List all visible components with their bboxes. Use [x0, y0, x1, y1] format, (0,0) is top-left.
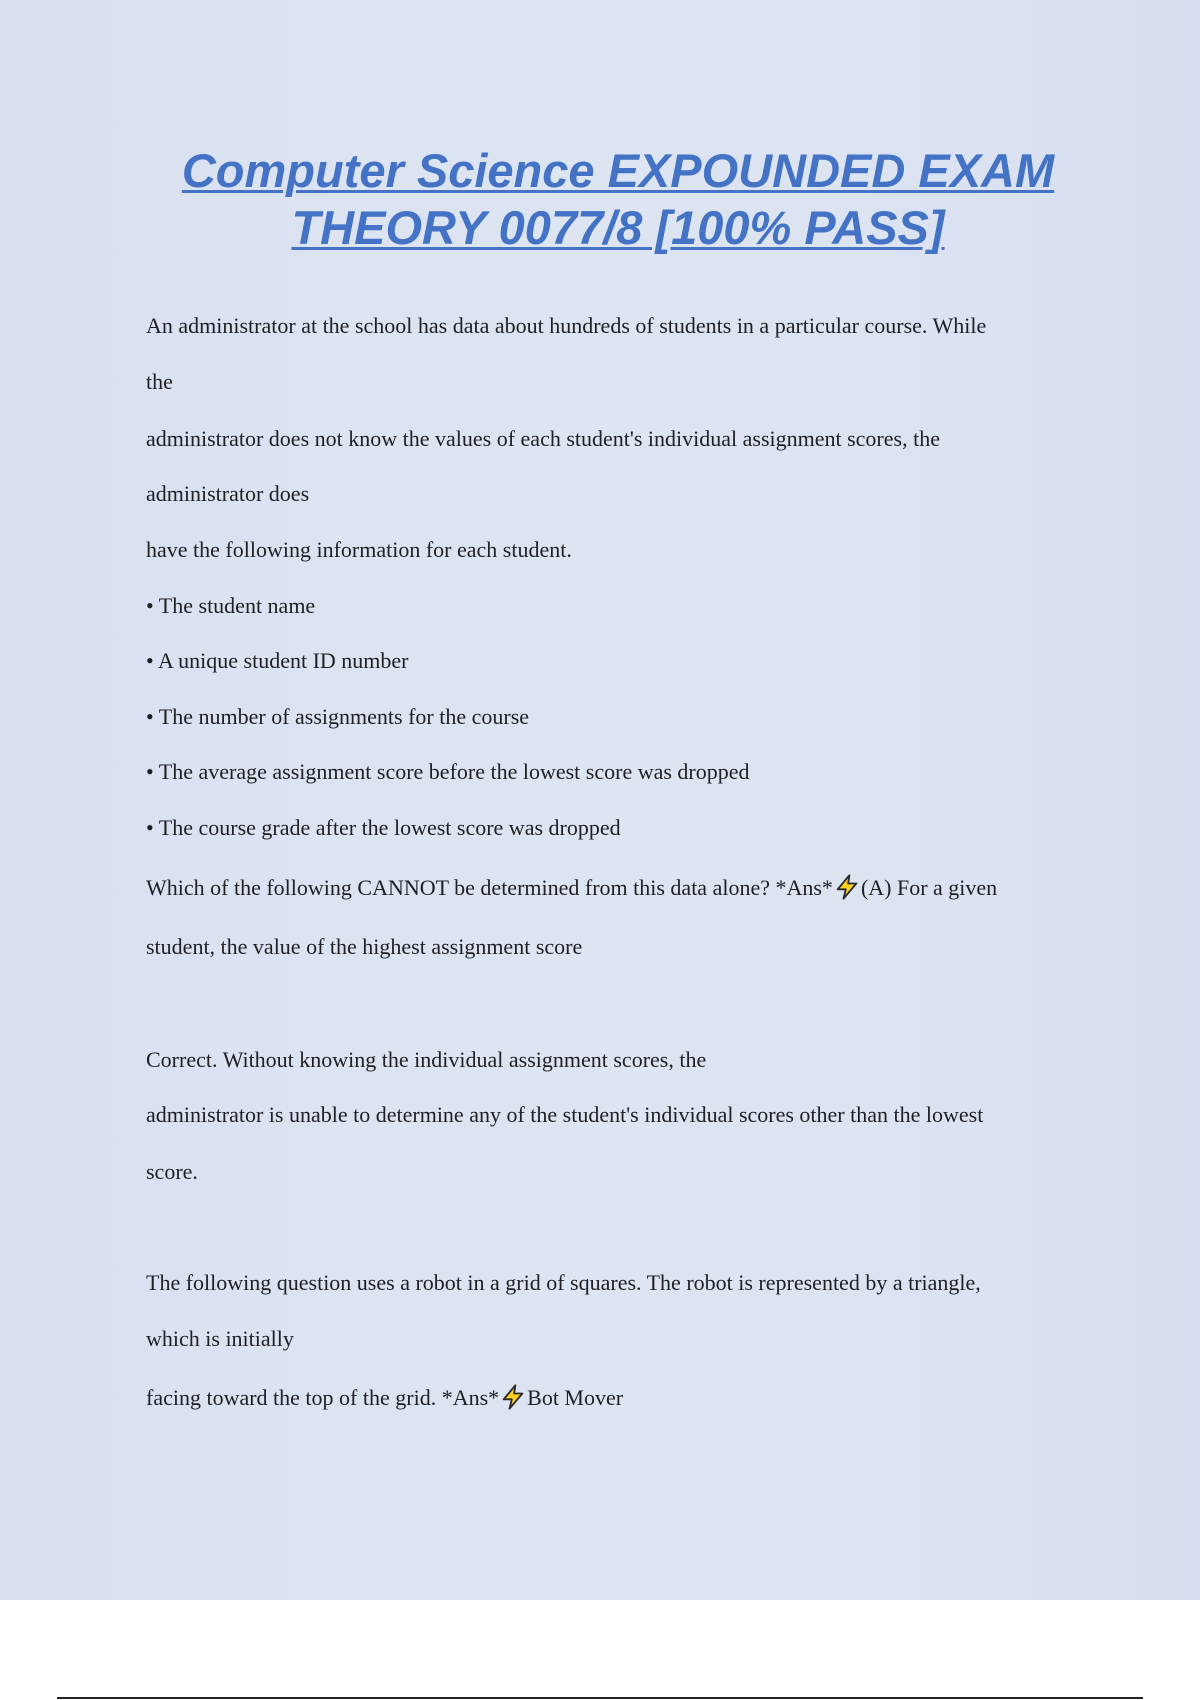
- answer-line: student, the value of the highest assignment score: [146, 934, 583, 959]
- question-text: Which of the following CANNOT be determined from this data alone? *Ans*: [146, 875, 833, 900]
- paragraph-line: An administrator at the school has data about hundreds of students in a particular course. While: [146, 313, 987, 338]
- paragraph-line: the: [146, 369, 173, 394]
- bullet-item: • The course grade after the lowest score was dropped: [146, 815, 621, 840]
- paragraph-line: administrator does not know the values of each student's individual assignment scores, the: [146, 426, 940, 451]
- question-line: which is initially: [146, 1326, 294, 1351]
- lightning-bolt-icon: [833, 873, 861, 901]
- paragraph-line: administrator does: [146, 481, 310, 506]
- bullet-item: • The student name: [146, 593, 316, 618]
- question-line: The following question uses a robot in a grid of squares. The robot is represented by a triangle,: [146, 1270, 981, 1295]
- answer-text: (A) For a given: [860, 875, 998, 900]
- question-line: [146, 873, 997, 901]
- title-line-1: Computer Science EXPOUNDED EXAM: [181, 144, 1055, 197]
- explanation-line: Correct. Without knowing the individual assignment scores, the: [146, 1047, 707, 1072]
- explanation-line: administrator is unable to determine any of the student's individual scores other than the lowest: [146, 1102, 984, 1127]
- bullet-item: • The number of assignments for the course: [146, 704, 530, 729]
- question-line: [146, 1383, 623, 1411]
- bullet-item: • A unique student ID number: [146, 648, 409, 673]
- bullet-item: • The average assignment score before the lowest score was dropped: [146, 759, 750, 784]
- title-line-2: THEORY 0077/8 [100% PASS]: [291, 201, 945, 254]
- lightning-bolt-icon: [499, 1383, 527, 1411]
- explanation-line: score.: [146, 1159, 198, 1184]
- document-title: [120, 142, 1116, 256]
- answer-text: Bot Mover: [527, 1385, 624, 1410]
- question-text: facing toward the top of the grid. *Ans*: [146, 1385, 500, 1410]
- paragraph-line: have the following information for each student.: [146, 537, 572, 562]
- footer-divider: [57, 1697, 1143, 1699]
